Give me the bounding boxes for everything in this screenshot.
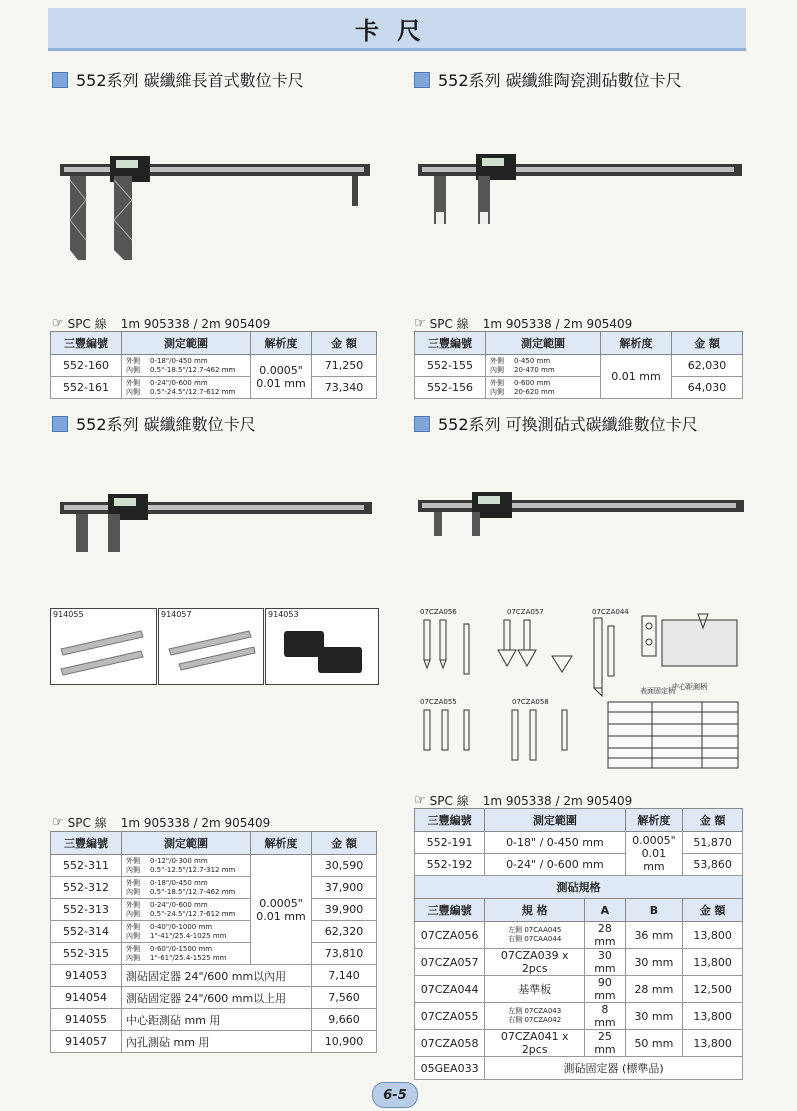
- caliper-carbon-image: [50, 490, 380, 560]
- table-row: 914054 測砧固定器 24"/600 mm以上用 7,560: [51, 987, 377, 1009]
- spc-line-s1: ☞ SPC 線 1m 905338 / 2m 905409: [52, 316, 271, 331]
- hand-pointer-icon: ☞: [414, 793, 426, 808]
- table-row: 552-315 外側 0-60"/0-1500 mm 內側 1"-61"/25.4-1525 mm 73,810: [51, 943, 377, 965]
- table-row: 07CZA058 07CZA041 x 2pcs 25 mm 50 mm 13,800: [415, 1030, 743, 1057]
- spec-table-s1: 三豐編號 測定範圍 解析度 金 額 552-160 外側 0-18"/0-450 mm 內側 0.5"-18.5"/12.7-462 mm 0.0005" 0.01 mm 71,250 552-161 外側 0-24"/0-600 mm 內側 0.5"-24.5"/12.7-612 mm 73,340: [50, 331, 377, 399]
- accessory-image-914057: 914057: [158, 608, 264, 685]
- table-row: 552-311 外側 0-12"/0-300 mm 內側 0.5"-12.5"/12.7-312 mm 0.0005" 0.01 mm 30,590: [51, 855, 377, 877]
- table-row: 914057 內孔測砧 mm 用 10,900: [51, 1031, 377, 1053]
- table-row: 552-160 外側 0-18"/0-450 mm 內側 0.5"-18.5"/12.7-462 mm 0.0005" 0.01 mm 71,250: [51, 355, 377, 377]
- accessory-image-914055: 914055: [50, 608, 157, 685]
- caliper-ceramic-jaw-image: [412, 150, 747, 230]
- table-row: 552-312 外側 0-18"/0-450 mm 內側 0.5"-18.5"/12.7-462 mm 37,900: [51, 877, 377, 899]
- section-title-s1: 552系列 碳纖維長首式數位卡尺: [52, 68, 304, 91]
- table-row: 914053 測砧固定器 24"/600 mm以內用 7,140: [51, 965, 377, 987]
- table-row: 552-191 0-18" / 0-450 mm 0.0005" 0.01 mm 51,870: [415, 832, 743, 854]
- spc-line-s3: ☞ SPC 線 1m 905338 / 2m 905409: [52, 815, 271, 830]
- caliper-long-jaw-image: [50, 150, 380, 270]
- table-row: 552-314 外側 0-40"/0-1000 mm 內側 1"-41"/25.4-1025 mm 62,320: [51, 921, 377, 943]
- table-row: 552-156 外側 0-600 mm 內側 20-620 mm 64,030: [415, 377, 743, 399]
- spec-table-s3: 三豐編號 測定範圍 解析度 金 額 552-311 外側 0-12"/0-300 mm 內側 0.5"-12.5"/12.7-312 mm 0.0005" 0.01 mm 30,590 552-312 外側 0-18"/0-450 mm 內側 0.5"-18.5"/12.7-462 mm 37,900 552-313 外側 0-24"/0-600 mm 內側 0.5"-24.5"/12.7-612 mm 39,900 552-314 外側 0-40"/0-1000 mm 內側 1"-41"/25.4-1025 mm 62,320 552-315 外側 0-60"/0-1500 mm 內側 1"-61"/25.4-1525 mm 73,810 914053 測砧固定器 24"/600 mm以內用 7,140 914054 測砧固定器 24"/600 mm以上用 7,560 914055 中心距測砧 mm 用 9,660 914057 內孔測砧 mm 用 10,900: [50, 831, 377, 1053]
- section-title-s2: 552系列 碳纖維陶瓷測砧數位卡尺: [414, 68, 682, 91]
- table-row: 552-313 外側 0-24"/0-600 mm 內側 0.5"-24.5"/12.7-612 mm 39,900: [51, 899, 377, 921]
- table-row: 07CZA055 左側 07CZA043 右側 07CZA042 8 mm 30 mm 13,800: [415, 1003, 743, 1030]
- section-title-s4: 552系列 可換測砧式碳纖維數位卡尺: [414, 412, 698, 435]
- table-row: 07CZA056 左側 07CAA045 右側 07CAA044 28 mm 36 mm 13,800: [415, 922, 743, 949]
- spec-table-s2: 三豐編號 測定範圍 解析度 金 額 552-155 外側 0-450 mm 內側 20-470 mm 0.01 mm 62,030 552-156 外側 0-600 mm 內側 20-620 mm 64,030: [414, 331, 743, 399]
- hand-pointer-icon: ☞: [52, 316, 64, 331]
- jaw-diagram: 07CZA056 07CZA057 07CZA044 07CZA055 07CZA058 中心距測柄 表面固定柄: [412, 606, 747, 771]
- hand-pointer-icon: ☞: [414, 316, 426, 331]
- table-row: 07CZA044 基準板 90 mm 28 mm 12,500: [415, 976, 743, 1003]
- table-row: 05GEA033 測砧固定器 (標準品): [415, 1057, 743, 1080]
- table-row: 914055 中心距測砧 mm 用 9,660: [51, 1009, 377, 1031]
- spc-line-s4: ☞ SPC 線 1m 905338 / 2m 905409: [414, 793, 633, 808]
- spec-table-s4: 三豐編號 測定範圍 解析度 金 額 552-191 0-18" / 0-450 mm 0.0005" 0.01 mm 51,870 552-192 0-24" / 0-600 mm 53,860 測砧規格 三豐編號 規 格 A B 金 額 07CZA056 左側 07CAA045 右側 07CAA044 28 mm 36 mm 13,800 07CZA057 07CZA039 x 2pcs 30 mm 30 mm 13,800 07CZA044 基準板 90 mm 28 mm 12,500 07CZA055 左側 07CZA043 右側 07CZA042 8 mm 30 mm 13,800 07CZA058 07CZA041 x 2pcs 25 mm 50 mm 13,800 05GEA033 測砧固定器 (標準品): [414, 808, 743, 1080]
- table-row: 552-192 0-24" / 0-600 mm 53,860: [415, 854, 743, 876]
- square-bullet-icon: [52, 416, 68, 432]
- section-title-s3: 552系列 碳纖維數位卡尺: [52, 412, 256, 435]
- square-bullet-icon: [414, 72, 430, 88]
- page-banner: [48, 8, 746, 51]
- table-row: 07CZA057 07CZA039 x 2pcs 30 mm 30 mm 13,800: [415, 949, 743, 976]
- table-row: 552-155 外側 0-450 mm 內側 20-470 mm 0.01 mm 62,030: [415, 355, 743, 377]
- spc-line-s2: ☞ SPC 線 1m 905338 / 2m 905409: [414, 316, 633, 331]
- caliper-interchangeable-image: [412, 490, 747, 550]
- page-title: 卡尺: [355, 16, 439, 45]
- square-bullet-icon: [52, 72, 68, 88]
- page-number: 6-5: [372, 1082, 418, 1108]
- square-bullet-icon: [414, 416, 430, 432]
- table-row: 552-161 外側 0-24"/0-600 mm 內側 0.5"-24.5"/12.7-612 mm 73,340: [51, 377, 377, 399]
- hand-pointer-icon: ☞: [52, 815, 64, 830]
- accessory-image-914053: 914053: [265, 608, 379, 685]
